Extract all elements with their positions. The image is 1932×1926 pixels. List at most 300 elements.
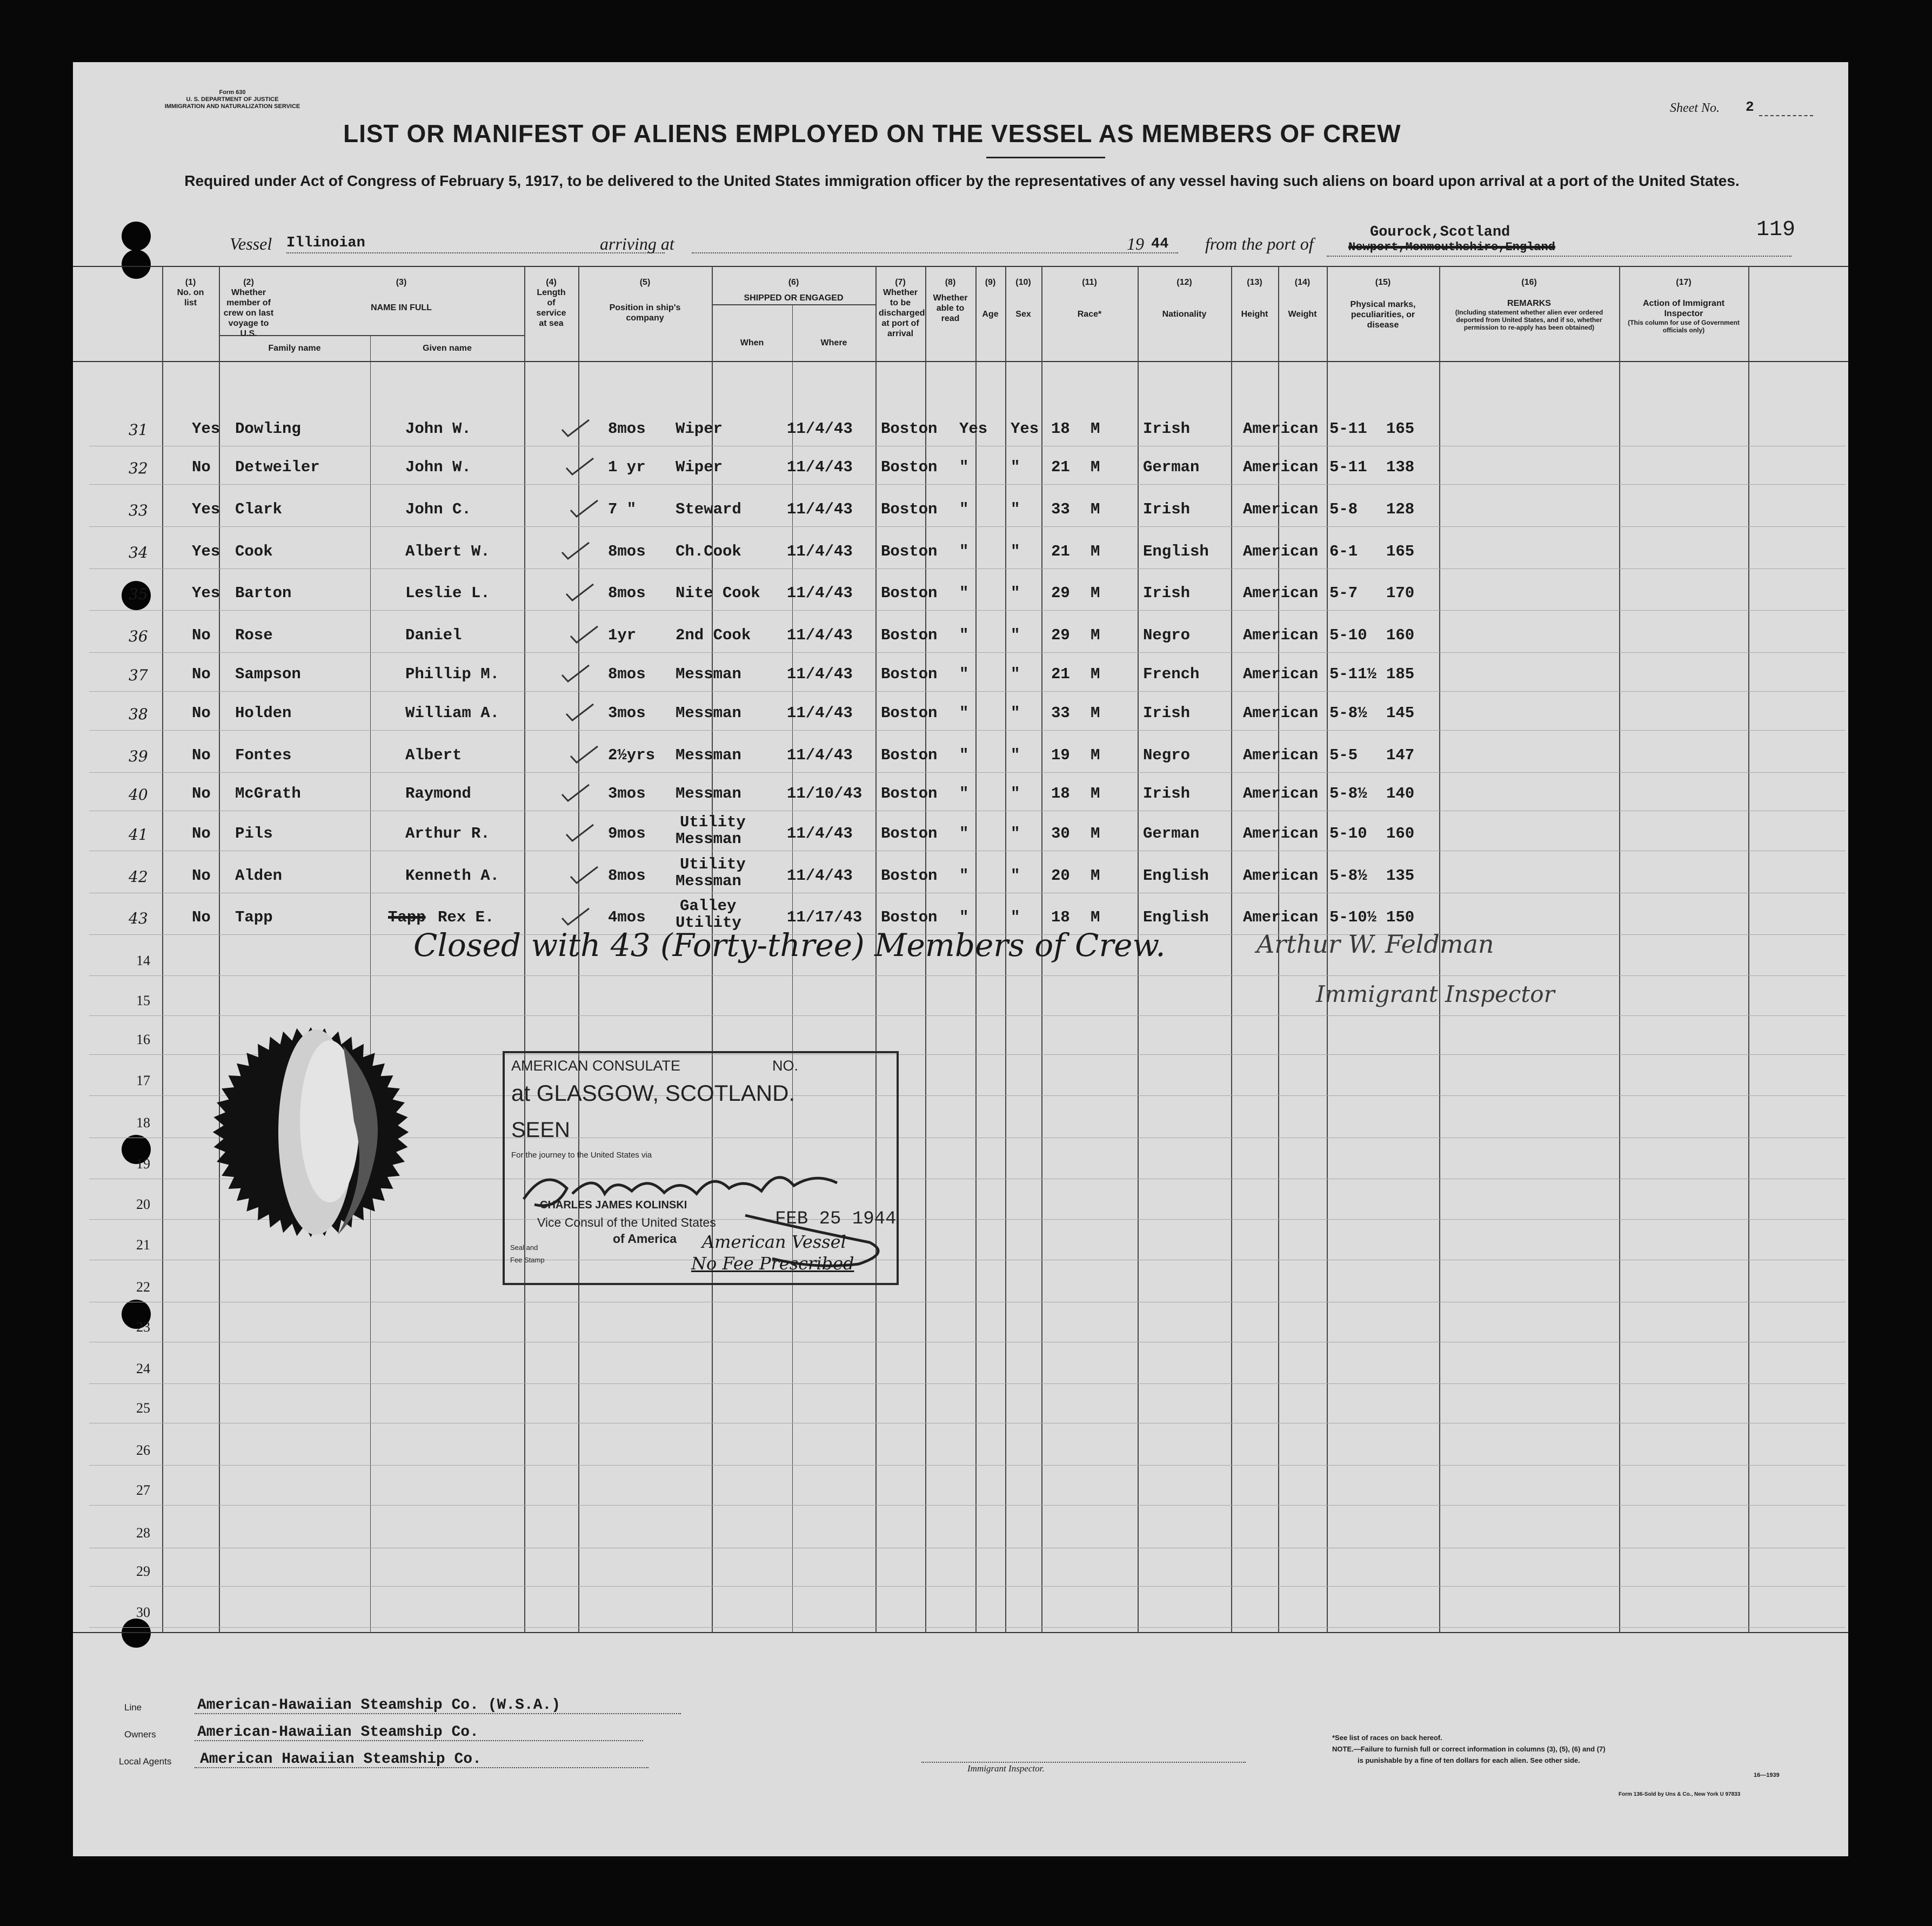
shipped-when-cell: 11/4/43: [787, 500, 853, 518]
race-cell: German: [1143, 458, 1200, 476]
weight-cell: 170: [1386, 584, 1415, 602]
family-name-cell: Detweiler: [235, 458, 320, 476]
row-number: 29: [136, 1563, 150, 1579]
footnote-races: *See list of races on back hereof.: [1332, 1734, 1442, 1742]
sex-cell: M: [1091, 584, 1100, 602]
title-rule: [986, 157, 1105, 158]
row-number: 40: [129, 786, 148, 804]
race-cell: English: [1143, 543, 1209, 560]
shipped-where-cell: Boston: [881, 665, 938, 683]
able-to-read-cell: ": [1011, 665, 1020, 683]
nationality-cell: American: [1243, 500, 1319, 518]
col-divider: [1748, 266, 1749, 1633]
age-cell: 33: [1051, 500, 1070, 518]
family-name-cell: Tapp: [235, 908, 273, 926]
height-cell: 5-11: [1329, 458, 1367, 476]
race-cell: Negro: [1143, 746, 1191, 764]
sex-cell: M: [1091, 867, 1100, 885]
form-number: Form 630: [219, 89, 246, 96]
shipped-when-cell: 11/4/43: [787, 746, 853, 764]
col2-header: (2) Whether member of crew on last voyage to U.S.: [223, 278, 274, 338]
discharged-cell: Yes: [959, 420, 988, 438]
row-rule: [89, 1383, 1846, 1384]
agents-label: Local Agents: [119, 1756, 172, 1767]
family-name-header: Family name: [268, 344, 321, 353]
prev-voyage-cell: No: [192, 626, 211, 644]
given-name-cell: Leslie L.: [405, 584, 490, 602]
able-to-read-cell: ": [1011, 867, 1020, 885]
row-number: 34: [129, 544, 148, 561]
age-cell: 21: [1051, 458, 1070, 476]
given-name-cell: Phillip M.: [405, 665, 500, 683]
sex-cell: M: [1091, 458, 1100, 476]
row-rule: [89, 526, 1846, 527]
prev-voyage-cell: No: [192, 908, 211, 926]
position-cell: Utility Messman: [676, 813, 746, 848]
binder-hole: [122, 222, 151, 251]
family-name-cell: Barton: [235, 584, 292, 602]
row-number: 20: [136, 1196, 150, 1212]
col6-header: (6) SHIPPED OR ENGAGED: [744, 278, 844, 303]
nationality-cell: American: [1243, 626, 1319, 644]
discharged-cell: ": [959, 825, 969, 842]
check-mark-icon: [559, 784, 592, 805]
row-number: 23: [136, 1319, 150, 1335]
weight-cell: 165: [1386, 543, 1415, 560]
check-mark-icon: [568, 745, 600, 767]
shipped-where-cell: Boston: [881, 500, 938, 518]
prev-voyage-cell: Yes: [192, 584, 220, 602]
sex-cell: M: [1091, 704, 1100, 722]
stamp-no-label: NO.: [772, 1058, 799, 1074]
weight-cell: 185: [1386, 665, 1415, 683]
given-name-header: Given name: [423, 344, 472, 353]
able-to-read-cell: ": [1011, 825, 1020, 842]
given-name-cell: Arthur R.: [405, 825, 490, 842]
nationality-cell: American: [1243, 543, 1319, 560]
service-length-cell: 7 ": [608, 500, 637, 518]
sex-cell: M: [1091, 785, 1100, 802]
shipped-where-cell: Boston: [881, 825, 938, 842]
row-number: 25: [136, 1400, 150, 1416]
position-cell: Messman: [676, 785, 741, 802]
position-cell: Nite Cook: [676, 584, 760, 602]
nationality-cell: American: [1243, 584, 1319, 602]
able-to-read-cell: ": [1011, 584, 1020, 602]
sex-cell: M: [1091, 908, 1100, 926]
nationality-cell: American: [1243, 665, 1319, 683]
sex-cell: M: [1091, 746, 1100, 764]
printer-line: Form 136-Sold by Uns & Co., New York U 97833: [1619, 1791, 1741, 1797]
year-prefix: 19: [1127, 234, 1144, 253]
arriving-underline: [692, 252, 1178, 253]
weight-cell: 160: [1386, 825, 1415, 842]
weight-cell: 165: [1386, 420, 1415, 438]
port-struck: Newport,Monmouthshire,England: [1348, 240, 1555, 254]
stamp-date: FEB 25 1944: [775, 1209, 897, 1229]
page-number: 119: [1756, 218, 1796, 242]
prev-voyage-cell: No: [192, 665, 211, 683]
embossed-seal-icon: [208, 1013, 416, 1256]
nationality-cell: American: [1243, 867, 1319, 885]
check-mark-icon: [568, 866, 600, 887]
service-length-cell: 3mos: [608, 704, 646, 722]
given-name-cell: Albert W.: [405, 543, 490, 560]
discharged-cell: ": [959, 665, 969, 683]
prev-voyage-cell: No: [192, 825, 211, 842]
department: U. S. DEPARTMENT OF JUSTICE: [186, 96, 279, 103]
shipped-where-cell: Boston: [881, 420, 938, 438]
given-name-cell: Daniel: [405, 626, 462, 644]
prev-voyage-cell: No: [192, 867, 211, 885]
row-rule: [89, 652, 1846, 653]
discharged-cell: ": [959, 626, 969, 644]
binder-hole: [122, 250, 151, 279]
check-mark-icon: [559, 419, 592, 440]
col-divider: [370, 335, 371, 1632]
col13-header: (13) Height: [1241, 278, 1268, 319]
form-code: 16—1939: [1754, 1772, 1780, 1778]
stamp-seen: SEEN: [511, 1118, 570, 1142]
service-length-cell: 8mos: [608, 665, 646, 683]
shipped-where-cell: Boston: [881, 458, 938, 476]
nationality-cell: American: [1243, 746, 1319, 764]
row-number: 39: [129, 747, 148, 765]
col-divider: [1231, 266, 1232, 1633]
row-number: 42: [129, 868, 148, 886]
check-mark-icon: [568, 625, 600, 647]
row-number: 14: [136, 953, 150, 968]
sheet-number-line: [1759, 115, 1813, 116]
stamp-signer: CHARLES JAMES KOLINSKI: [540, 1199, 687, 1211]
position-cell: Messman: [676, 746, 741, 764]
position-cell: Ch.Cook: [676, 543, 741, 560]
col3-header: (3) NAME IN FULL: [371, 278, 432, 312]
inspector-title-handwritten: Immigrant Inspector: [1316, 981, 1555, 1007]
col8-header: (8) Whether able to read: [933, 278, 968, 323]
stamp-location: at GLASGOW, SCOTLAND.: [511, 1080, 795, 1106]
weight-cell: 140: [1386, 785, 1415, 802]
height-cell: 5-8½: [1329, 704, 1367, 722]
line-value: American-Hawaiian Steamship Co. (W.S.A.): [197, 1697, 561, 1714]
family-name-cell: Alden: [235, 867, 283, 885]
discharged-cell: ": [959, 746, 969, 764]
row-number: 31: [129, 421, 148, 439]
row-rule: [89, 1505, 1846, 1506]
stamp-handwritten-vessel: American Vessel: [702, 1232, 846, 1252]
row-number: 37: [129, 666, 148, 684]
check-mark-icon: [559, 541, 592, 563]
col12-header: (12) Nationality: [1162, 278, 1207, 319]
family-name-cell: Clark: [235, 500, 283, 518]
shipped-subheader-rule: [712, 304, 875, 305]
agents-underline: [195, 1767, 649, 1768]
service: IMMIGRATION AND NATURALIZATION SERVICE: [164, 103, 300, 110]
shipped-when-cell: 11/4/43: [787, 665, 853, 683]
service-length-cell: 8mos: [608, 420, 646, 438]
given-name-cell: John W.: [405, 420, 471, 438]
row-number: 28: [136, 1525, 150, 1541]
row-number: 32: [129, 459, 148, 477]
row-number: 26: [136, 1442, 150, 1458]
col-divider: [1619, 266, 1620, 1633]
shipped-when-cell: 11/4/43: [787, 704, 853, 722]
sex-cell: M: [1091, 543, 1100, 560]
stamp-consulate: AMERICAN CONSULATE: [511, 1058, 681, 1074]
binder-hole: [122, 1619, 151, 1648]
col10-header: (10) Sex: [1015, 278, 1031, 319]
discharged-cell: ": [959, 785, 969, 802]
age-cell: 30: [1051, 825, 1070, 842]
row-rule: [89, 1465, 1846, 1466]
vessel-name: Illinoian: [286, 235, 365, 251]
row-number: 41: [129, 826, 148, 844]
able-to-read-cell: ": [1011, 500, 1020, 518]
race-cell: French: [1143, 665, 1200, 683]
stamp-of-america: of America: [613, 1232, 677, 1246]
race-cell: Irish: [1143, 420, 1191, 438]
age-cell: 18: [1051, 908, 1070, 926]
row-number: 19: [136, 1156, 150, 1172]
height-cell: 6-1: [1329, 543, 1358, 560]
inspector-signature: Arthur W. Feldman: [1256, 929, 1494, 959]
family-name-cell: McGrath: [235, 785, 301, 802]
page-title: LIST OR MANIFEST OF ALIENS EMPLOYED ON THE VESSEL AS MEMBERS OF CREW: [343, 119, 1401, 148]
nationality-cell: American: [1243, 704, 1319, 722]
row-number: 17: [136, 1073, 150, 1088]
row-number: 43: [129, 910, 148, 927]
family-name-cell: Dowling: [235, 420, 301, 438]
age-cell: 18: [1051, 785, 1070, 802]
given-name-cell: John C.: [405, 500, 471, 518]
row-number: 21: [136, 1237, 150, 1253]
position-cell: 2nd Cook: [676, 626, 751, 644]
sheet-label: Sheet No.: [1670, 101, 1720, 115]
position-cell: Messman: [676, 665, 741, 683]
age-cell: 21: [1051, 543, 1070, 560]
row-number: 38: [129, 705, 148, 723]
row-number: 22: [136, 1279, 150, 1295]
service-length-cell: 8mos: [608, 543, 646, 560]
height-cell: 5-10: [1329, 626, 1367, 644]
given-name-cell: Rex E.: [438, 908, 494, 926]
row-rule: [89, 730, 1846, 731]
footnote-fine: is punishable by a fine of ten dollars for each alien. See other side.: [1358, 1756, 1580, 1764]
row-number: 33: [129, 501, 148, 519]
owners-underline: [195, 1740, 643, 1741]
vessel-label: Vessel: [230, 234, 272, 253]
able-to-read-cell: ": [1011, 458, 1020, 476]
discharged-cell: ": [959, 500, 969, 518]
weight-cell: 147: [1386, 746, 1415, 764]
consulate-stamp: [503, 1051, 899, 1285]
port-name: Gourock,Scotland: [1370, 224, 1510, 240]
service-length-cell: 1yr: [608, 626, 637, 644]
check-mark-icon: [559, 907, 592, 929]
given-name-cell: John W.: [405, 458, 471, 476]
row-rule: [89, 975, 1846, 976]
service-length-cell: 9mos: [608, 825, 646, 842]
able-to-read-cell: ": [1011, 746, 1020, 764]
row-number: 24: [136, 1361, 150, 1376]
service-length-cell: 3mos: [608, 785, 646, 802]
race-cell: English: [1143, 908, 1209, 926]
shipped-when-header: When: [740, 338, 764, 347]
col16-header: (16) REMARKS (Including statement whether alien ever ordered deported from United States, and if so, whether permission to re-apply has been obtained): [1455, 278, 1603, 331]
discharged-cell: ": [959, 908, 969, 926]
service-length-cell: 1 yr: [608, 458, 646, 476]
weight-cell: 145: [1386, 704, 1415, 722]
weight-cell: 160: [1386, 626, 1415, 644]
sex-cell: M: [1091, 500, 1100, 518]
position-cell: Messman: [676, 704, 741, 722]
race-cell: Irish: [1143, 500, 1191, 518]
height-cell: 5-8½: [1329, 785, 1367, 802]
discharged-cell: ": [959, 543, 969, 560]
position-cell: Steward: [676, 500, 741, 518]
row-number: 27: [136, 1482, 150, 1498]
shipped-when-cell: 11/4/43: [787, 867, 853, 885]
race-cell: Irish: [1143, 584, 1191, 602]
prev-voyage-cell: Yes: [192, 420, 220, 438]
prev-voyage-cell: No: [192, 746, 211, 764]
sex-cell: M: [1091, 825, 1100, 842]
check-mark-icon: [564, 703, 596, 725]
owners-value: American-Hawaiian Steamship Co.: [197, 1724, 479, 1741]
prev-voyage-cell: No: [192, 785, 211, 802]
nationality-cell: American: [1243, 825, 1319, 842]
given-name-cell: Kenneth A.: [405, 867, 500, 885]
col7-header: (7) Whether to be discharged at port of arrival: [879, 278, 925, 338]
weight-cell: 138: [1386, 458, 1415, 476]
position-cell: Wiper: [676, 458, 723, 476]
shipped-where-cell: Boston: [881, 785, 938, 802]
discharged-cell: ": [959, 458, 969, 476]
shipped-where-cell: Boston: [881, 908, 938, 926]
agents-value: American Hawaiian Steamship Co.: [200, 1751, 482, 1768]
race-cell: German: [1143, 825, 1200, 842]
age-cell: 18: [1051, 420, 1070, 438]
race-cell: Negro: [1143, 626, 1191, 644]
owners-label: Owners: [124, 1729, 156, 1740]
family-name-cell: Cook: [235, 543, 273, 560]
height-cell: 5-10½: [1329, 908, 1377, 926]
able-to-read-cell: ": [1011, 704, 1020, 722]
service-length-cell: 4mos: [608, 908, 646, 926]
nationality-cell: American: [1243, 420, 1319, 438]
shipped-when-cell: 11/4/43: [787, 420, 853, 438]
row-rule: [89, 1627, 1846, 1628]
race-cell: Irish: [1143, 785, 1191, 802]
year: 44: [1151, 236, 1169, 252]
service-length-cell: 8mos: [608, 584, 646, 602]
able-to-read-cell: ": [1011, 908, 1020, 926]
shipped-where-cell: Boston: [881, 626, 938, 644]
shipped-where-cell: Boston: [881, 584, 938, 602]
port-underline: [1327, 256, 1791, 257]
shipped-when-cell: 11/4/43: [787, 458, 853, 476]
arriving-label: arriving at: [600, 234, 674, 253]
age-cell: 33: [1051, 704, 1070, 722]
prev-voyage-cell: No: [192, 704, 211, 722]
age-cell: 29: [1051, 584, 1070, 602]
col-divider: [219, 266, 220, 1633]
sheet-number: 2: [1746, 99, 1754, 115]
line-label: Line: [124, 1702, 142, 1713]
shipped-when-cell: 11/4/43: [787, 825, 853, 842]
given-name-cell: Albert: [405, 746, 462, 764]
given-name-struck: Tapp: [388, 908, 426, 926]
check-mark-icon: [564, 583, 596, 605]
height-cell: 5-10: [1329, 825, 1367, 842]
given-name-cell: Raymond: [405, 785, 471, 802]
col15-header: (15) Physical marks, peculiarities, or disease: [1350, 278, 1416, 330]
shipped-when-cell: 11/10/43: [787, 785, 863, 802]
service-length-cell: 2½yrs: [608, 746, 656, 764]
footnote-note: NOTE.—Failure to furnish full or correct information in columns (3), (5), (6) and (7): [1332, 1745, 1606, 1753]
shipped-when-cell: 11/4/43: [787, 584, 853, 602]
position-cell: Utility Messman: [676, 855, 746, 890]
manifest-sheet: [73, 62, 1848, 1856]
row-rule: [89, 484, 1846, 485]
stamp-vice-consul: Vice Consul of the United States: [537, 1215, 716, 1229]
row-rule: [89, 772, 1846, 773]
family-name-cell: Sampson: [235, 665, 301, 683]
prev-voyage-cell: Yes: [192, 500, 220, 518]
family-name-cell: Rose: [235, 626, 273, 644]
shipped-when-cell: 11/4/43: [787, 543, 853, 560]
prev-voyage-cell: No: [192, 458, 211, 476]
row-number: 16: [136, 1032, 150, 1047]
able-to-read-cell: Yes: [1011, 420, 1039, 438]
height-cell: 5-7: [1329, 584, 1358, 602]
discharged-cell: ": [959, 867, 969, 885]
able-to-read-cell: ": [1011, 626, 1020, 644]
shipped-when-cell: 11/4/43: [787, 626, 853, 644]
stamp-journey: For the journey to the United States via: [511, 1151, 652, 1160]
shipped-where-cell: Boston: [881, 543, 938, 560]
weight-cell: 150: [1386, 908, 1415, 926]
row-rule: [89, 691, 1846, 692]
sex-cell: M: [1091, 420, 1100, 438]
able-to-read-cell: ": [1011, 785, 1020, 802]
age-cell: 20: [1051, 867, 1070, 885]
table-bottom-border: [73, 1632, 1848, 1633]
able-to-read-cell: ": [1011, 543, 1020, 560]
age-cell: 19: [1051, 746, 1070, 764]
col11-header: (11) Race*: [1077, 278, 1102, 319]
shipped-where-header: Where: [820, 338, 847, 347]
row-number: 15: [136, 993, 150, 1008]
inspector-signature-line: [921, 1762, 1246, 1763]
closing-note: Closed with 43 (Forty-three) Members of Crew.: [413, 927, 1166, 964]
row-number: 18: [136, 1115, 150, 1131]
row-number: 35: [129, 585, 148, 603]
discharged-cell: ": [959, 704, 969, 722]
immigrant-inspector-label: Immigrant Inspector.: [967, 1763, 1045, 1774]
position-cell: Wiper: [676, 420, 723, 438]
sex-cell: M: [1091, 665, 1100, 683]
service-length-cell: 8mos: [608, 867, 646, 885]
race-cell: English: [1143, 867, 1209, 885]
col-divider: [162, 266, 163, 1633]
family-name-cell: Fontes: [235, 746, 292, 764]
nationality-cell: American: [1243, 458, 1319, 476]
col9-header: (9) Age: [982, 278, 999, 319]
shipped-where-cell: Boston: [881, 867, 938, 885]
shipped-where-cell: Boston: [881, 746, 938, 764]
family-name-cell: Holden: [235, 704, 292, 722]
